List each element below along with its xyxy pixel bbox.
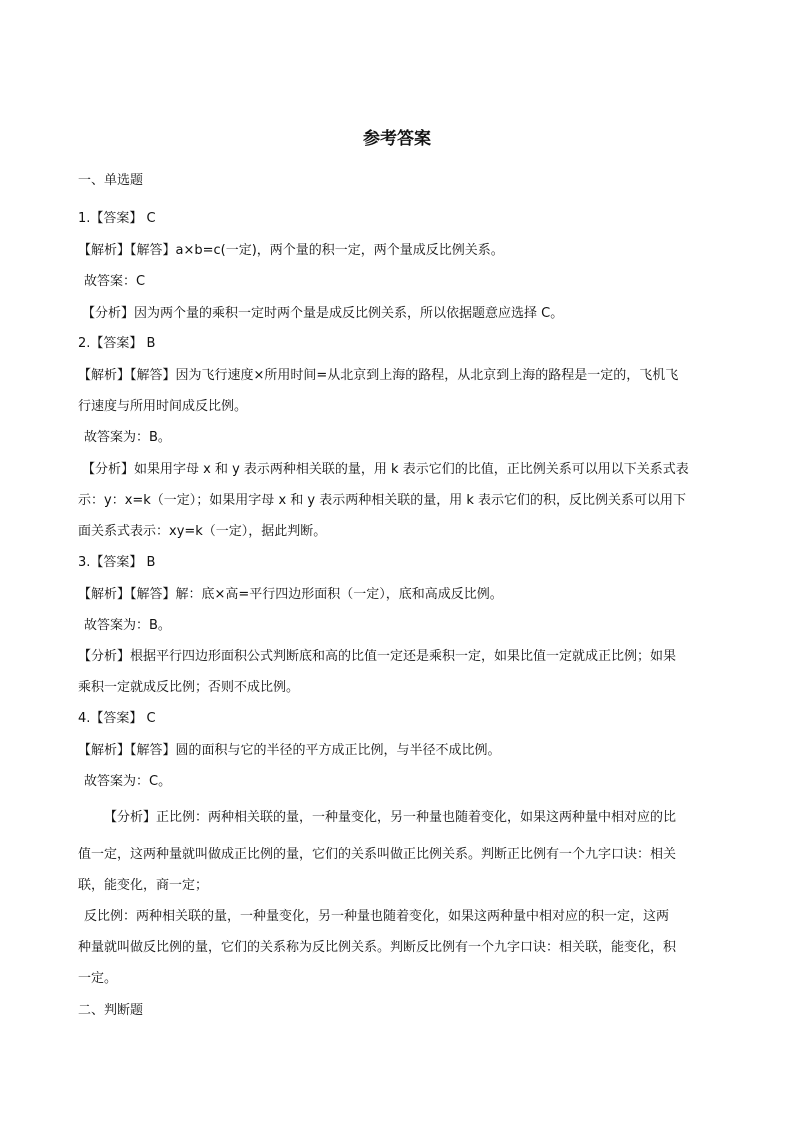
section-heading-true-false: 二、判断题 [78,1003,144,1018]
q2-remark-line3: 面关系式表示：xy=k（一定），据此判断。 [78,524,327,539]
q1-answer: 1.【答案】 C [78,211,156,226]
q2-remark-line2: 示：y：x=k（一定）；如果用字母 x 和 y 表示两种相关联的量，用 k 表示它们的积，反比例关系可以用下 [78,493,687,508]
page-title: 参考答案 [363,129,431,149]
section-heading-single-choice: 一、单选题 [78,173,144,188]
q4-analysis: 【解析】【解答】圆的面积与它的半径的平方成正比例，与半径不成比例。 [78,743,501,758]
q4-result: 故答案为：C。 [84,774,172,789]
q2-answer: 2.【答案】 B [78,336,156,351]
q1-result: 故答案：C [84,274,146,289]
q2-remark-line1: 【分析】如果用字母 x 和 y 表示两种相关联的量，用 k 表示它们的比值，正比例关系可以用以下关系式表 [82,462,689,477]
q4-remark-line3: 联，能变化，商一定； [78,878,209,893]
q4-remark-line4: 反比例：两种相关联的量，一种量变化，另一种量也随着变化，如果这两种量中相对应的积一定，这两 [84,909,670,924]
q3-remark-line1: 【分析】根据平行四边形面积公式判断底和高的比值一定还是乘积一定，如果比值一定就成正比例；如果 [78,649,677,664]
q3-analysis: 【解析】【解答】解：底×高=平行四边形面积（一定），底和高成反比例。 [78,587,503,602]
q4-answer: 4.【答案】 C [78,711,156,726]
q3-result: 故答案为：B。 [84,618,171,633]
q4-remark-line5: 种量就叫做反比例的量，它们的关系称为反比例关系。判断反比例有一个九字口诀：相关联，能变化，积 [78,940,677,955]
q2-analysis-line2: 行速度与所用时间成反比例。 [78,399,248,414]
q2-result: 故答案为：B。 [84,430,171,445]
q3-answer: 3.【答案】 B [78,555,156,570]
q1-remark: 【分析】因为两个量的乘积一定时两个量是成反比例关系，所以依据题意应选择 C。 [82,306,564,321]
q4-remark-line6: 一定。 [78,971,118,986]
q4-remark-line2: 值一定，这两种量就叫做成正比例的量，它们的关系叫做正比例关系。判断正比例有一个九字口诀：相关 [78,847,677,862]
q3-remark-line2: 乘积一定就成反比例；否则不成比例。 [78,680,300,695]
q2-analysis-line1: 【解析】【解答】因为飞行速度×所用时间=从北京到上海的路程，从北京到上海的路程是一定的，飞机飞 [78,368,679,383]
q4-remark-line1: 【分析】正比例：两种相关联的量，一种量变化，另一种量也随着变化，如果这两种量中相对应的比 [104,810,677,825]
q1-analysis: 【解析】【解答】a×b=c(一定)，两个量的积一定，两个量成反比例关系。 [78,243,504,258]
